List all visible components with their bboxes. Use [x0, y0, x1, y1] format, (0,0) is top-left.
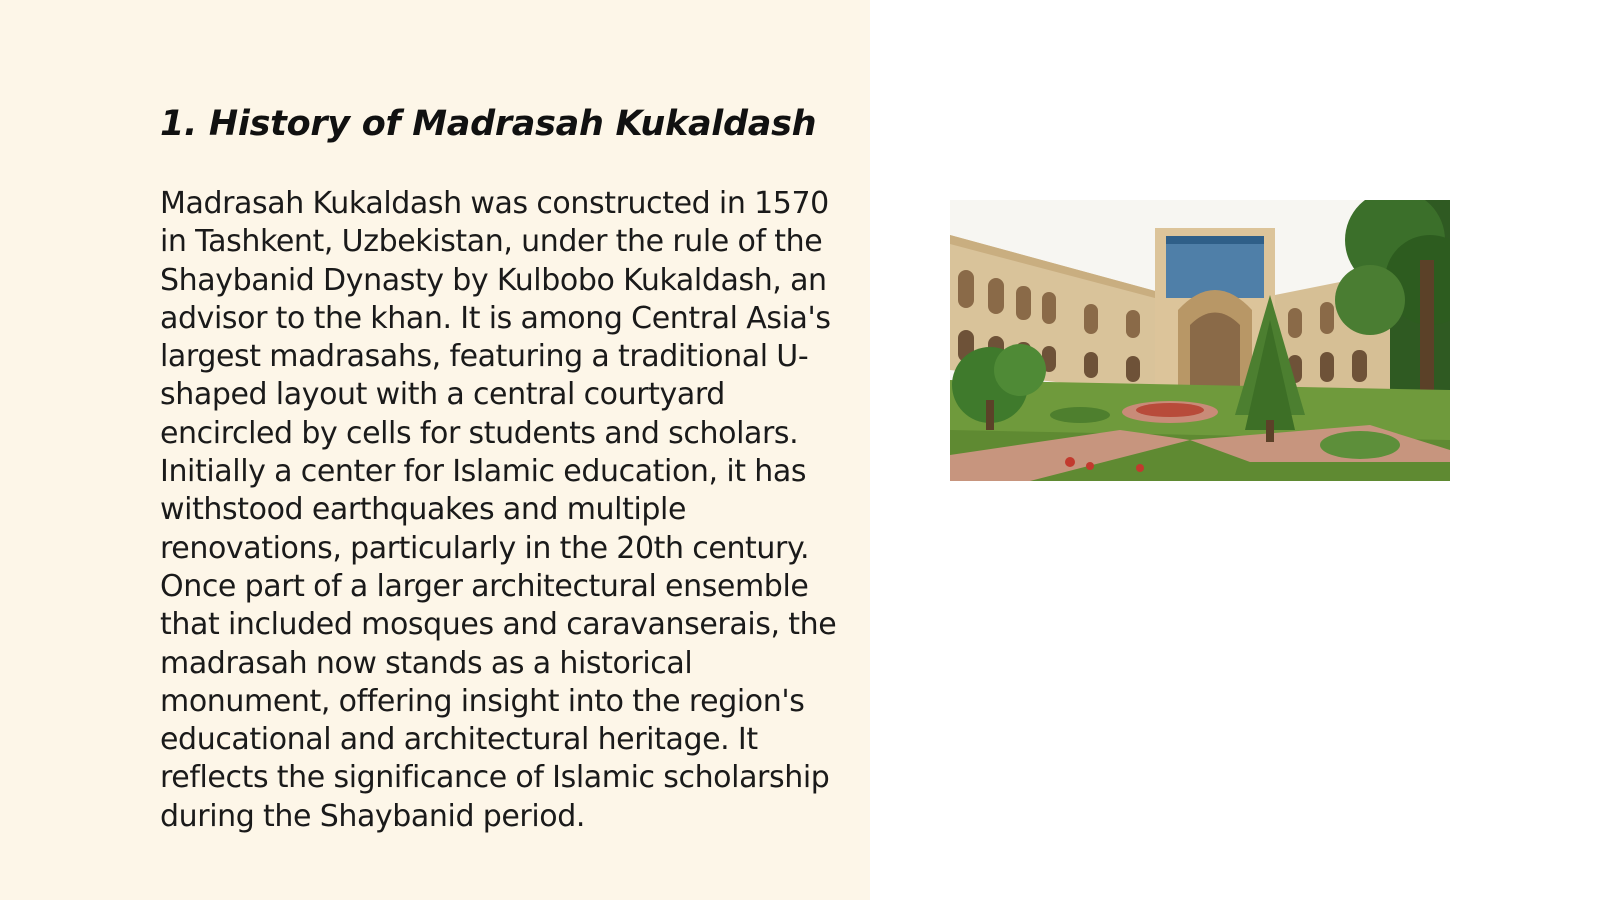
slide-title: 1. History of Madrasah Kukaldash — [160, 104, 817, 144]
history-paragraph: Madrasah Kukaldash was constructed in 1570 in Tashkent, Uzbekistan, under the rule of the Shaybanid Dynasty by Kulbobo Kukaldash, an advisor to the khan. It is among Central Asia's largest madrasahs, featuring a traditional U-shaped layout with a central courtyard encircled by cells for students and scholars. Initially a center for Islamic education, it has withstood earthquakes and multiple renovations, particularly in the 20th century. Once part of a larger architectural ensemble that included mosques and caravanserais, the madrasah now stands as a historical monument, offering insight into the region's educational and architectural heritage. It reflects the significance of Islamic scholarship during the Shaybanid period. — [160, 186, 837, 834]
courtyard-illustration — [950, 200, 1450, 481]
madrasah-courtyard-photo — [950, 200, 1450, 481]
